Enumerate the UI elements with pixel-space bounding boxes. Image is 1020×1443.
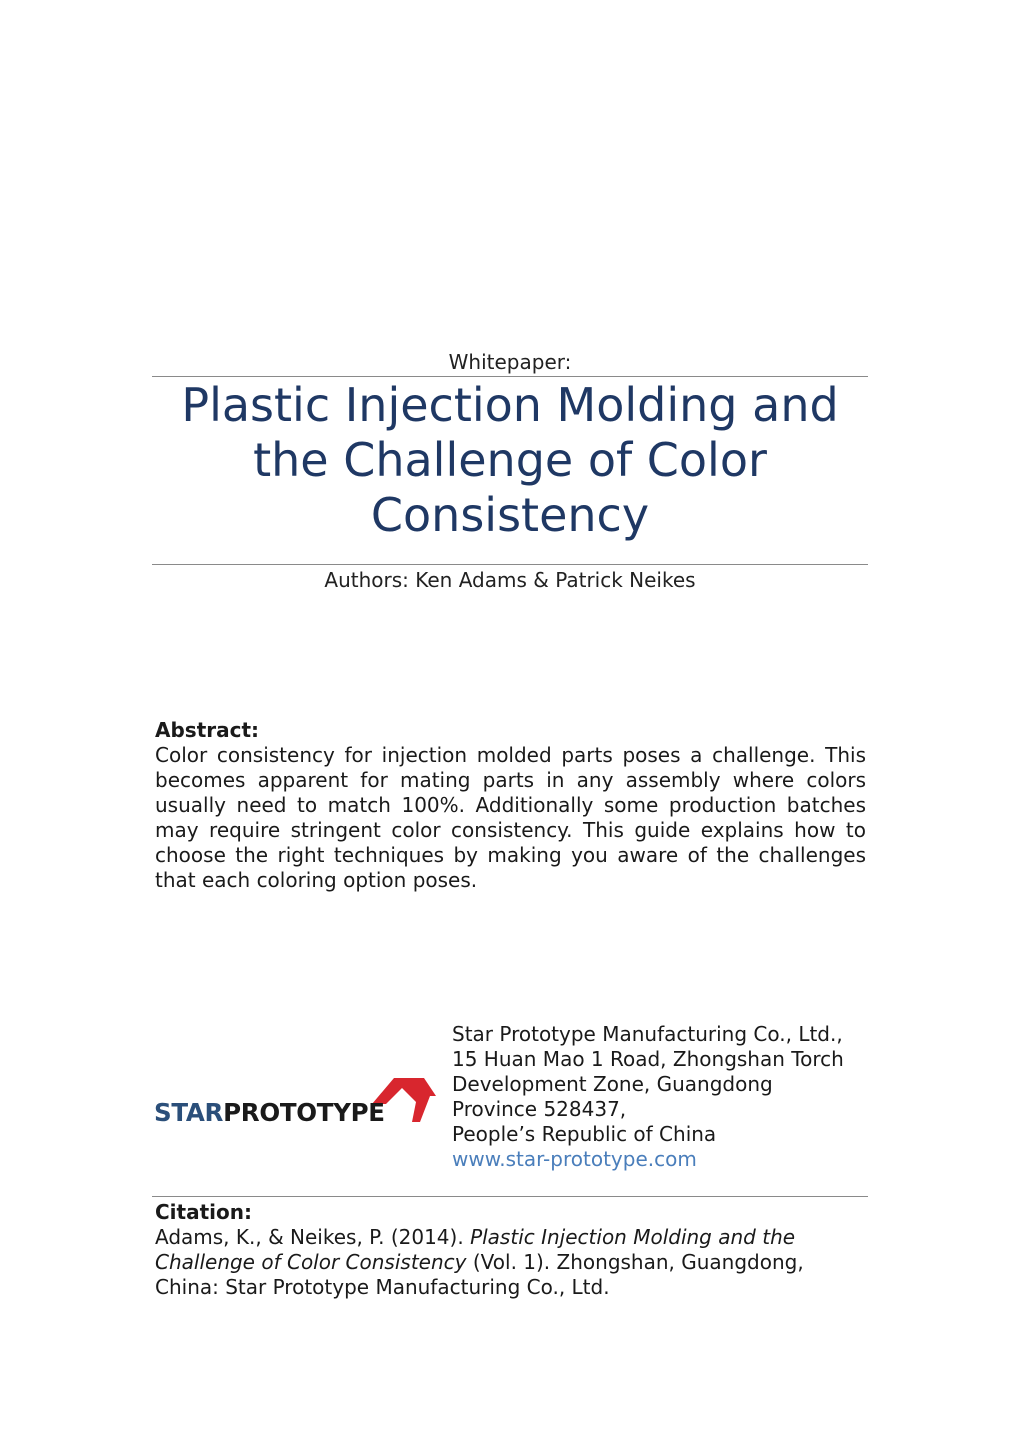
citation-section — [155, 1200, 866, 1300]
address-line-1: Star Prototype Manufacturing Co., Ltd., — [452, 1022, 843, 1046]
title-line-3: Consistency — [370, 488, 650, 542]
abstract-section — [155, 718, 866, 893]
title-top-divider — [152, 376, 868, 377]
document-label: Whitepaper: — [448, 350, 572, 374]
abstract-heading: Abstract: — [155, 718, 260, 742]
abstract-text: Color consistency for injection molded parts poses a challenge. This becomes apparent for mating parts in any assembly where colors usually need to match 100%. Additionally some production batches may require stringent color consistency. This guide explains how to choose the right techniques by making you aware of the challenges that each coloring option poses. — [155, 743, 866, 892]
authors: Authors: Ken Adams & Patrick Neikes — [324, 568, 696, 592]
citation-text — [155, 1225, 866, 1300]
title-bottom-divider — [152, 564, 868, 565]
logo-text-star: STAR — [154, 1098, 224, 1126]
logo-text-prototype: PROTOTYPE — [223, 1098, 385, 1126]
logo-text — [154, 1098, 385, 1126]
star-prototype-logo — [154, 1076, 438, 1126]
citation-heading: Citation: — [155, 1200, 252, 1224]
title-line-1: Plastic Injection Molding and — [181, 378, 839, 432]
citation-publisher: (Vol. 1). Zhongshan, Guangdong, China: Star Prototype Manufacturing Co., Ltd. — [155, 1250, 804, 1299]
address-line-3: Development Zone, Guangdong — [452, 1072, 773, 1096]
address-line-2: 15 Huan Mao 1 Road, Zhongshan Torch — [452, 1047, 844, 1071]
website-link[interactable]: www.star-prototype.com — [452, 1147, 697, 1171]
address-line-5: People’s Republic of China — [452, 1122, 717, 1146]
document-title — [152, 378, 868, 543]
address-line-4: Province 528437, — [452, 1097, 627, 1121]
citation-divider — [152, 1196, 868, 1197]
company-address — [452, 1022, 844, 1172]
title-line-2: the Challenge of Color — [253, 433, 767, 487]
citation-work-title: Plastic Injection Molding and the Challenge of Color Consistency — [155, 1225, 796, 1274]
citation-authors-year: Adams, K., & Neikes, P. (2014). — [155, 1225, 471, 1249]
